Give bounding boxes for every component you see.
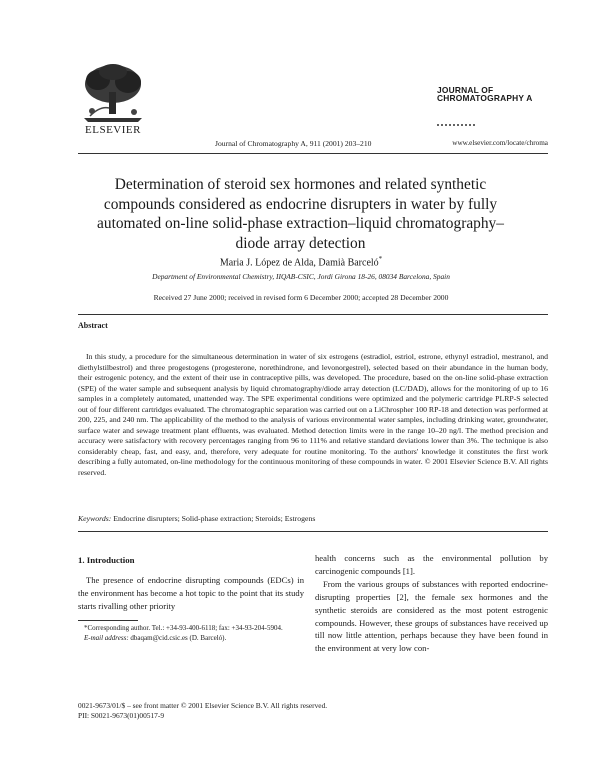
abstract-text: In this study, a procedure for the simultaneous determination in water of six estrogens (estradiol, estriol, estrone, ethynyl estradiol, mestranol, and diethylstilbestrol) and three progestogens (progesterone, norethindrone, and levonorgestrel), selected based on their abundance in the human body, their estrogenic potency, and the extent of their use in contraceptive pills, was developed. The procedure, based on the on-line solid-phase extraction (SPE) of the water sample and subsequent analysis by liquid chromatography/diode array detection (LC/DAD), allows for the monitoring of up to 16 samples in a completely automated, unattended way. The SPE experimental conditions were optimized and the polymeric cartridge PLRP-S selected out of four different cartridges evaluated. The chromatographic separation was carried out on a LiChrospher 100 RP-18 and detection was performed at 200, 225, and 240 nm. The applicability of the method to the analysis of various environmental water samples, including drinking water, groundwater, surface water and sewage treatment plant effluents, was evaluated. Method detection limits were in the range 10–20 ng/l. The method precision and accuracy were satisfactory with recovery percentages ranging from 96 to 111% and relative standard deviations lower than 3%. The technique is also considerably cheap, fast, and easy, and, therefore, very adequate for routine monitoring. To the authors' knowledge it constitutes the first work describing a fully automated, on-line methodology for the continuous monitoring of these compounds in water. © 2001 Elsevier Science B.V. All rights reserved. xyxy=(78,352,548,477)
footnotes xyxy=(78,623,304,644)
page-footer xyxy=(78,701,327,721)
introduction-paragraph-2: From the various groups of substances with reported endocrine-disrupting properties [2], the female sex hormones and the synthetic steroids are considered as the most potent estrogenic compounds. However, these groups of substances have received up till now little attention, perhaps because they have been found in the environment at very low con- xyxy=(315,578,548,654)
header-divider xyxy=(78,153,548,154)
tree-icon xyxy=(78,62,148,124)
pii-line: PII: S0021-9673(01)00517-9 xyxy=(78,711,165,720)
corresponding-author-footnote: *Corresponding author. Tel.: +34-93-400-6118; fax: +34-93-204-5904. xyxy=(84,624,283,632)
abstract-top-divider xyxy=(78,314,548,315)
email-label: E-mail address: xyxy=(84,634,129,643)
authors xyxy=(78,255,524,268)
section-heading-introduction: 1. Introduction xyxy=(78,555,135,565)
footnote-divider xyxy=(78,620,138,621)
keywords xyxy=(78,514,548,523)
author-names: Maria J. López de Alda, Damià Barceló xyxy=(219,257,379,269)
journal-url-link[interactable]: www.elsevier.com/locate/chroma xyxy=(452,139,548,147)
copyright-line: 0021-9673/01/$ – see front matter © 2001 Elsevier Science B.V. All rights reserved. xyxy=(78,701,328,710)
abstract-bottom-divider xyxy=(78,531,548,532)
abstract-heading: Abstract xyxy=(78,321,108,330)
publisher-name: ELSEVIER xyxy=(85,124,141,136)
introduction-left-column: The presence of endocrine disrupting compounds (EDCs) in the environment has become a hot topic to the point that its study starts rivalling other priority xyxy=(78,575,304,611)
journal-citation: Journal of Chromatography A, 911 (2001) 203–210 xyxy=(215,139,372,148)
brand-dots-decoration xyxy=(437,124,487,127)
keywords-label: Keywords: xyxy=(78,514,112,523)
introduction-right-column xyxy=(315,552,548,655)
journal-brand-line1: JOURNAL OF xyxy=(437,85,494,95)
introduction-paragraph-continued: health concerns such as the environmental pollution by carcinogenic compounds [1]. xyxy=(315,553,548,576)
elsevier-tree-logo xyxy=(78,62,148,124)
keywords-list: Endocrine disrupters; Solid-phase extraction; Steroids; Estrogens xyxy=(113,514,316,523)
affiliation: Department of Environmental Chemistry, IIQAB-CSIC, Jordi Girona 18-26, 08034 Barcelona, Spain xyxy=(152,272,450,281)
journal-brand xyxy=(437,86,547,102)
email-footnote xyxy=(78,633,304,643)
article-title: Determination of steroid sex hormones and related synthetic compounds considered as endocrine disrupters in water by fully automated on-line solid-phase extraction–liquid chromatography–diode array detection xyxy=(97,176,504,252)
article-dates: Received 27 June 2000; received in revised form 6 December 2000; accepted 28 December 2000 xyxy=(153,293,449,302)
email-address[interactable]: dbaqam@cid.csic.es (D. Barceló). xyxy=(130,634,227,643)
journal-brand-line2: CHROMATOGRAPHY A xyxy=(437,93,533,103)
corresponding-author-mark[interactable]: * xyxy=(378,255,383,263)
